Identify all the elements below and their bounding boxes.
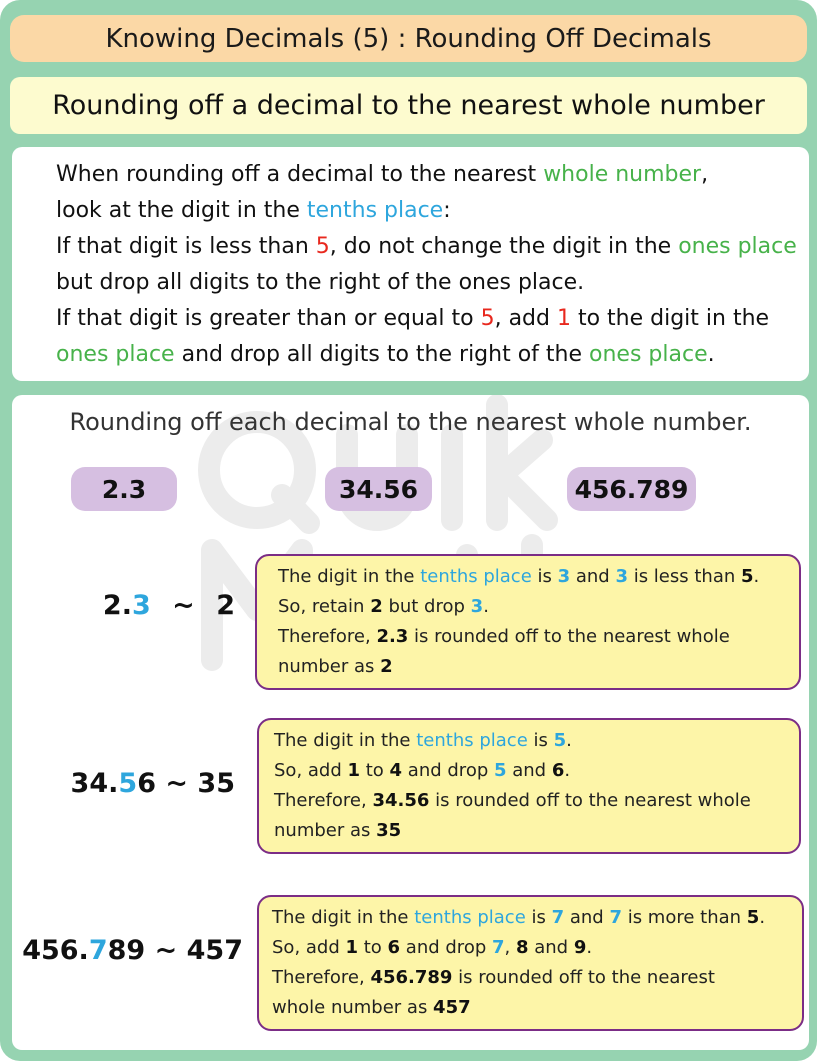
rule-line-1 bbox=[56, 157, 809, 193]
page-title: Knowing Decimals (5) : Rounding Off Decimals bbox=[10, 15, 807, 62]
lhs-whole: 2. bbox=[102, 590, 132, 621]
rounding-expression-3 bbox=[22, 935, 243, 966]
explanation-line: Therefore, 456.789 is rounded off to the nearest bbox=[272, 967, 715, 988]
rule-text: If that digit is less than bbox=[56, 234, 316, 259]
explanation-line: number as 2 bbox=[278, 656, 393, 677]
highlight-one: 1 bbox=[556, 306, 571, 331]
approx-symbol: ~ bbox=[165, 768, 189, 799]
explanation-box-3 bbox=[257, 895, 804, 1031]
highlight-ones-place: ones place bbox=[56, 342, 175, 367]
explanation-box-1 bbox=[255, 554, 801, 690]
tenths-digit: 3 bbox=[131, 590, 151, 621]
rule-line-3 bbox=[56, 229, 809, 265]
approx-symbol: ~ bbox=[154, 935, 178, 966]
examples-panel bbox=[12, 395, 809, 1050]
rule-text: . bbox=[707, 342, 715, 367]
number-badge-2: 34.56 bbox=[325, 467, 432, 511]
rounding-expression-2 bbox=[71, 768, 235, 799]
highlight-ones-place: ones place bbox=[589, 342, 708, 367]
rounded-result: 35 bbox=[197, 768, 235, 799]
explanation-line: The digit in the tenths place is 5. bbox=[274, 730, 572, 751]
explanation-line: Therefore, 2.3 is rounded off to the nearest whole bbox=[278, 626, 730, 647]
rule-text: If that digit is greater than or equal to bbox=[56, 306, 481, 331]
highlight-five: 5 bbox=[315, 234, 330, 259]
explanation-line: So, add 1 to 4 and drop 5 and 6. bbox=[274, 760, 571, 781]
lhs-rest: 89 bbox=[107, 935, 146, 966]
rule-line-4 bbox=[56, 265, 809, 301]
explanation-box-2 bbox=[257, 718, 801, 854]
rounded-result: 2 bbox=[216, 590, 235, 621]
rule-text: but drop all digits to the right of the ones place. bbox=[56, 270, 585, 295]
rounded-result: 457 bbox=[186, 935, 243, 966]
rule-line-6 bbox=[56, 337, 809, 373]
lhs-rest: 6 bbox=[137, 768, 156, 799]
examples-heading: Rounding off each decimal to the nearest whole number. bbox=[69, 408, 752, 436]
rounding-expression-1 bbox=[103, 590, 235, 621]
highlight-ones-place: ones place bbox=[678, 234, 797, 259]
rule-line-2 bbox=[56, 193, 809, 229]
rule-text: , bbox=[701, 162, 709, 187]
approx-symbol: ~ bbox=[172, 590, 195, 621]
highlight-tenths-place: tenths place bbox=[306, 198, 444, 223]
highlight-whole-number: whole number bbox=[543, 162, 702, 187]
number-badge-1: 2.3 bbox=[71, 467, 177, 511]
explanation-line: So, add 1 to 6 and drop 7, 8 and 9. bbox=[272, 937, 593, 958]
explanation-line: number as 35 bbox=[274, 820, 402, 841]
number-badge-3: 456.789 bbox=[567, 467, 696, 511]
explanation-line: The digit in the tenths place is 7 and 7 is more than 5. bbox=[272, 907, 766, 928]
lhs-whole: 34. bbox=[70, 768, 119, 799]
explanation-line: whole number as 457 bbox=[272, 997, 471, 1018]
tenths-digit: 7 bbox=[88, 935, 108, 966]
explanation-line: The digit in the tenths place is 3 and 3 is less than 5. bbox=[278, 566, 760, 587]
section-subtitle: Rounding off a decimal to the nearest whole number bbox=[10, 77, 807, 134]
rule-text: , do not change the digit in the bbox=[329, 234, 679, 259]
tenths-digit: 5 bbox=[118, 768, 138, 799]
rule-text: : bbox=[443, 198, 451, 223]
rule-text: look at the digit in the bbox=[56, 198, 307, 223]
lhs-whole: 456. bbox=[22, 935, 89, 966]
rule-text: to the digit in the bbox=[570, 306, 770, 331]
rule-line-5 bbox=[56, 301, 809, 337]
rule-text: , add bbox=[494, 306, 557, 331]
rule-text: When rounding off a decimal to the nearest bbox=[56, 162, 544, 187]
explanation-line: Therefore, 34.56 is rounded off to the nearest whole bbox=[274, 790, 751, 811]
rule-explanation bbox=[12, 147, 809, 381]
highlight-five: 5 bbox=[480, 306, 495, 331]
rule-text: and drop all digits to the right of the bbox=[174, 342, 590, 367]
explanation-line: So, retain 2 but drop 3. bbox=[278, 596, 489, 617]
